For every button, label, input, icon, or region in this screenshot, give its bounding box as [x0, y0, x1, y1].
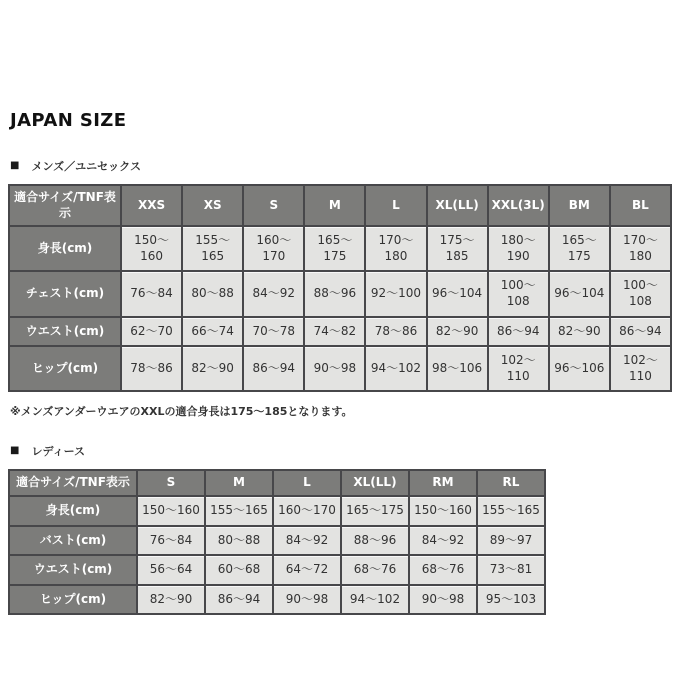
mens-value-cell: 78〜86 [121, 346, 182, 391]
ladies-value-cell: 56〜64 [137, 555, 205, 585]
mens-value-cell: 155〜165 [182, 226, 243, 271]
mens-size-header-cell: XXL(3L) [488, 185, 549, 226]
mens-value-cell: 86〜94 [610, 317, 671, 347]
ladies-value-cell: 86〜94 [205, 585, 273, 615]
mens-value-cell: 76〜84 [121, 271, 182, 316]
ladies-row-label-cell: バスト(cm) [9, 526, 137, 556]
ladies-value-cell: 82〜90 [137, 585, 205, 615]
mens-corner-header-cell: 適合サイズ/TNF表示 [9, 185, 121, 226]
ladies-value-cell: 155〜165 [477, 496, 545, 526]
mens-value-cell: 102〜110 [610, 346, 671, 391]
ladies-size-table [8, 469, 546, 615]
mens-value-cell: 70〜78 [243, 317, 304, 347]
mens-value-cell: 98〜106 [427, 346, 488, 391]
mens-value-cell: 92〜100 [365, 271, 426, 316]
mens-size-header-cell: XXS [121, 185, 182, 226]
mens-value-cell: 66〜74 [182, 317, 243, 347]
mens-size-header-cell: BL [610, 185, 671, 226]
mens-value-cell: 74〜82 [304, 317, 365, 347]
mens-value-cell: 82〜90 [427, 317, 488, 347]
mens-value-cell: 175〜185 [427, 226, 488, 271]
mens-footnote: ※メンズアンダーウエアのXXLの適合身長は175〜185となります。 [10, 405, 353, 419]
mens-hip-row [9, 346, 671, 391]
mens-value-cell: 82〜90 [182, 346, 243, 391]
mens-value-cell: 160〜170 [243, 226, 304, 271]
section-label-ladies-text: レディース [31, 445, 86, 459]
mens-row-label-cell: ヒップ(cm) [9, 346, 121, 391]
ladies-size-header-cell: M [205, 470, 273, 496]
mens-size-header-cell: M [304, 185, 365, 226]
ladies-size-header-cell: S [137, 470, 205, 496]
ladies-corner-header-cell: 適合サイズ/TNF表示 [9, 470, 137, 496]
ladies-value-cell: 165〜175 [341, 496, 409, 526]
square-bullet-icon: ■ [10, 160, 20, 171]
ladies-row-label-cell: ウエスト(cm) [9, 555, 137, 585]
ladies-value-cell: 89〜97 [477, 526, 545, 556]
mens-size-table [8, 184, 672, 392]
mens-value-cell: 100〜108 [488, 271, 549, 316]
mens-row-label-cell: ウエスト(cm) [9, 317, 121, 347]
ladies-value-cell: 84〜92 [273, 526, 341, 556]
ladies-hip-row [9, 585, 545, 615]
mens-value-cell: 165〜175 [304, 226, 365, 271]
ladies-header-row [9, 470, 545, 496]
ladies-value-cell: 68〜76 [341, 555, 409, 585]
mens-value-cell: 80〜88 [182, 271, 243, 316]
ladies-value-cell: 76〜84 [137, 526, 205, 556]
mens-value-cell: 62〜70 [121, 317, 182, 347]
square-bullet-icon: ■ [10, 445, 20, 457]
mens-value-cell: 170〜180 [365, 226, 426, 271]
ladies-value-cell: 68〜76 [409, 555, 477, 585]
ladies-value-cell: 84〜92 [409, 526, 477, 556]
mens-size-header-cell: XS [182, 185, 243, 226]
ladies-waist-row [9, 555, 545, 585]
page-title: JAPAN SIZE [10, 110, 127, 131]
mens-value-cell: 170〜180 [610, 226, 671, 271]
mens-value-cell: 78〜86 [365, 317, 426, 347]
ladies-value-cell: 160〜170 [273, 496, 341, 526]
mens-value-cell: 86〜94 [488, 317, 549, 347]
ladies-value-cell: 73〜81 [477, 555, 545, 585]
ladies-bust-row [9, 526, 545, 556]
mens-size-header-cell: BM [549, 185, 610, 226]
ladies-value-cell: 90〜98 [409, 585, 477, 615]
mens-chest-row [9, 271, 671, 316]
mens-value-cell: 150〜160 [121, 226, 182, 271]
ladies-value-cell: 94〜102 [341, 585, 409, 615]
ladies-value-cell: 155〜165 [205, 496, 273, 526]
mens-header-row [9, 185, 671, 226]
ladies-value-cell: 80〜88 [205, 526, 273, 556]
mens-value-cell: 100〜108 [610, 271, 671, 316]
section-label-mens-text: メンズ／ユニセックス [31, 160, 142, 173]
mens-value-cell: 94〜102 [365, 346, 426, 391]
section-label-mens [10, 158, 672, 174]
mens-row-label-cell: チェスト(cm) [9, 271, 121, 316]
ladies-value-cell: 88〜96 [341, 526, 409, 556]
mens-height-row [9, 226, 671, 271]
ladies-value-cell: 95〜103 [477, 585, 545, 615]
mens-value-cell: 96〜104 [427, 271, 488, 316]
mens-size-header-cell: L [365, 185, 426, 226]
ladies-height-row [9, 496, 545, 526]
ladies-value-cell: 60〜68 [205, 555, 273, 585]
mens-row-label-cell: 身長(cm) [9, 226, 121, 271]
mens-value-cell: 180〜190 [488, 226, 549, 271]
ladies-size-header-cell: L [273, 470, 341, 496]
ladies-value-cell: 64〜72 [273, 555, 341, 585]
ladies-size-header-cell: RL [477, 470, 545, 496]
ladies-row-label-cell: ヒップ(cm) [9, 585, 137, 615]
mens-size-header-cell: S [243, 185, 304, 226]
ladies-row-label-cell: 身長(cm) [9, 496, 137, 526]
ladies-size-header-cell: RM [409, 470, 477, 496]
mens-value-cell: 96〜104 [549, 271, 610, 316]
mens-size-header-cell: XL(LL) [427, 185, 488, 226]
mens-waist-row [9, 317, 671, 347]
ladies-size-header-cell: XL(LL) [341, 470, 409, 496]
section-label-ladies [10, 443, 672, 459]
ladies-value-cell: 150〜160 [409, 496, 477, 526]
ladies-value-cell: 90〜98 [273, 585, 341, 615]
mens-value-cell: 96〜106 [549, 346, 610, 391]
mens-value-cell: 84〜92 [243, 271, 304, 316]
mens-value-cell: 86〜94 [243, 346, 304, 391]
mens-value-cell: 102〜110 [488, 346, 549, 391]
mens-value-cell: 88〜96 [304, 271, 365, 316]
mens-value-cell: 82〜90 [549, 317, 610, 347]
mens-value-cell: 165〜175 [549, 226, 610, 271]
mens-value-cell: 90〜98 [304, 346, 365, 391]
ladies-value-cell: 150〜160 [137, 496, 205, 526]
